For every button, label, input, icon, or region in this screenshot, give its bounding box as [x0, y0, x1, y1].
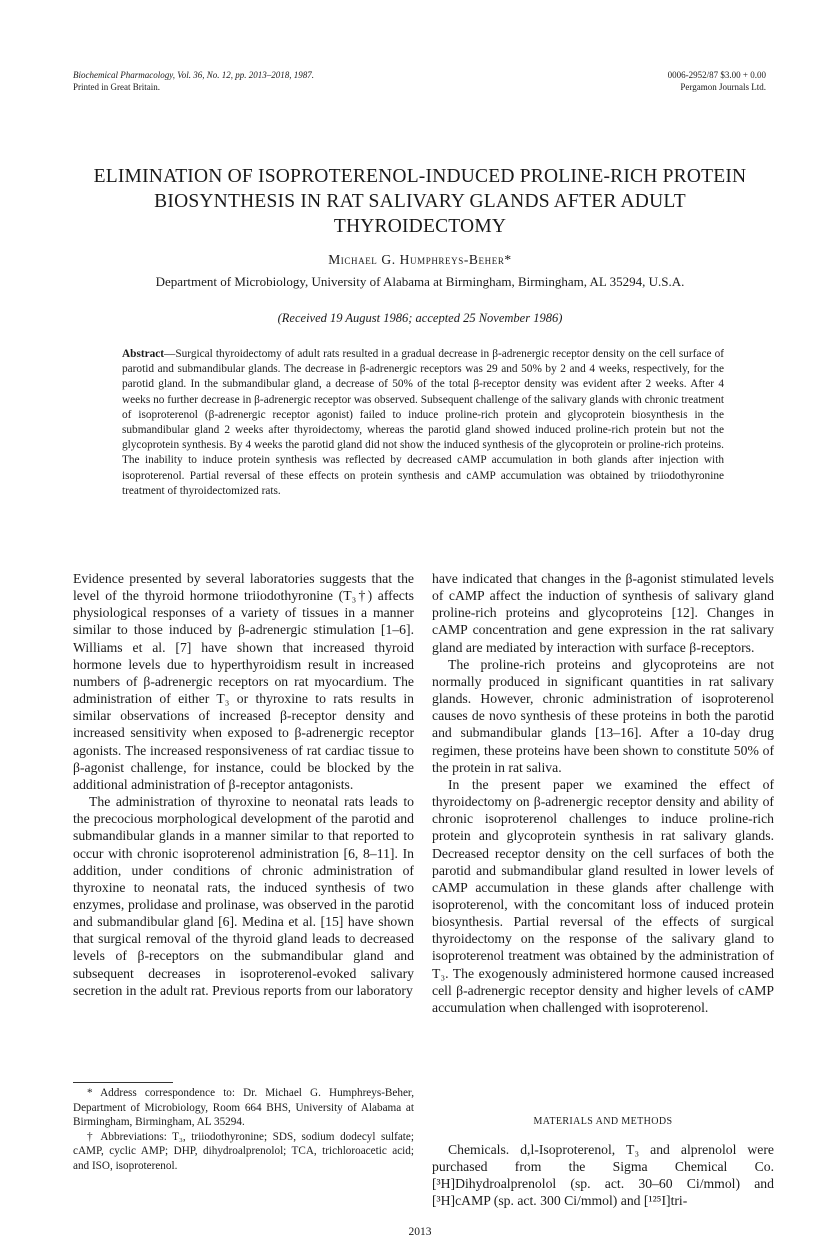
page-number: 2013 — [408, 1226, 432, 1238]
section-heading: MATERIALS AND METHODS — [533, 1116, 673, 1127]
received-dates: (Received 19 August 1986; accepted 25 November 1986) — [277, 311, 563, 325]
journal-citation — [73, 69, 314, 93]
footnote: † Abbreviations: T₃, triiodothyronine; SDS, sodium dodecyl sulfate; cAMP, cyclic AMP; DHP, dihydroalprenolol; TCA, trichloroacetic acid; and ISO, isoproterenol. — [73, 1130, 414, 1172]
paragraph: The administration of thyroxine to neonatal rats leads to the precocious morphological development of the parotid and submandibular glands in a manner similar to that reported to occur with chronic isoproterenol administration [6, 8–11]. In addition, under conditions of chronic administration of thyroxine to neonatal rats, the induced synthesis of two enzymes, prolidase and prolinase, was observed in the parotid and submandibular gland [6]. Medina et al. [15] have shown that surgical removal of the thyroid gland leads to decreased levels of β-receptors on the submandibular gland and subsequent decreases in isoproterenol-evoked salivary secretion in the adult rat. Previous reports from our laboratory — [73, 794, 414, 998]
methods-paragraph: Chemicals. d,l-Isoproterenol, T₃ and alprenolol were purchased from the Sigma Chemical Co. [³H]Dihydroalprenolol (sp. act. 30–60 Ci/mmol) and [³H]cAMP (sp. act. 300 Ci/mmol) and [¹²⁵I]tri- — [432, 1142, 774, 1209]
author-name: Michael G. Humphreys-Beher* — [328, 252, 512, 267]
journal-line: Biochemical Pharmacology, Vol. 36, No. 12, pp. 2013–2018, 1987. — [73, 70, 314, 80]
body-column-left — [73, 570, 414, 999]
abstract — [122, 347, 724, 499]
article-title: ELIMINATION OF ISOPROTERENOL-INDUCED PROLINE-RICH PROTEIN BIOSYNTHESIS IN RAT SALIVARY GLANDS AFTER ADULT THYROIDECTOMY — [93, 166, 747, 237]
paragraph: In the present paper we examined the effect of thyroidectomy on β-adrenergic receptor density and ability of chronic isoproterenol challenges to induce proline-rich protein and glycoprotein synthesis in rat salivary glands. Decreased receptor density on the cell surfaces of both the parotid and submandibular gland resulted in lower levels of cAMP accumulation in these glands after challenge with isoproterenol, with the concomitant loss of induced protein biosynthesis. Partial reversal of the effects of surgical thyroidectomy on the response of the salivary gland to isoproterenol treatment was obtained by the administration of T₃. The exogenously administered hormone caused increased cell β-adrenergic receptor density and higher levels of cAMP accumulation when challenged with isoproterenol. — [432, 776, 774, 1015]
printed-line: Printed in Great Britain. — [73, 82, 160, 92]
paragraph: have indicated that changes in the β-agonist stimulated levels of cAMP affect the induction of synthesis of salivary gland proline-rich proteins and glycoproteins [12]. Changes in cAMP concentration and gene expression in the rat salivary gland are mediated by interaction with surface β-receptors. — [432, 571, 774, 655]
abstract-label: Abstract — [122, 348, 165, 360]
footnote-divider — [73, 1082, 173, 1083]
paragraph: The proline-rich proteins and glycoproteins are not normally produced in significant quantities in rat salivary glands. However, chronic administration of isoproterenol causes de novo synthesis of these proteins in both the parotid and submandibular glands [13–16]. After a 10-day drug regimen, these proteins have been shown to constitute 50% of the protein in rat saliva. — [432, 656, 774, 775]
footnotes — [73, 1086, 414, 1174]
publisher-name: Pergamon Journals Ltd. — [680, 82, 766, 92]
body-column-right — [432, 570, 774, 1016]
issn-code: 0006-2952/87 $3.00 + 0.00 — [667, 70, 766, 80]
abstract-text: —Surgical thyroidectomy of adult rats resulted in a gradual decrease in β-adrenergic receptor density on the cell surface of parotid and submandibular glands. The decrease in β-adrenergic receptors was 29 and 50% by 2 and 4 weeks, respectively, for the parotid gland. In the submandibular gland, a decrease of 50% of the total β-receptor density was evident after 2 weeks. After 4 weeks no further decrease in β-adrenergic receptor was observed. Subsequent challenge of the salivary glands with chronic treatment of isoproterenol (β-adrenergic receptor agonist) failed to induce proline-rich protein and glycoprotein biosynthesis in the submandibular gland 2 weeks after thyroidectomy, whereas the parotid gland showed induced proline-rich protein but not the glycoprotein synthesis. By 4 weeks the parotid gland did not show the induced synthesis of the glycoprotein or proline-rich proteins. The inability to induce protein synthesis was reflected by decreased cAMP accumulation in both glands after injection with isoproterenol. Partial reversal of these effects on protein synthesis and cAMP accumulation was obtained by triiodothyronine treatment of thyroidectomized rats. — [122, 348, 724, 497]
paragraph: Evidence presented by several laboratories suggests that the level of the thyroid hormone triiodothyronine (T₃†) affects physiological responses of a variety of tissues in a manner similar to those induced by β-adrenergic stimulation [1–6]. Williams et al. [7] have shown that increased thyroid hormone levels due to hyperthyroidism result in increased numbers of β-adrenergic receptors on rat myocardium. The administration of either T₃ or thyroxine to rats results in similar observations of increased β-receptor density and increased sensitivity when exposed to β-adrenergic receptor agonists. The increased responsiveness of rat cardiac tissue to β-agonist challenge, for instance, could be blocked by the additional administration of β-receptor antagonists. — [73, 571, 414, 792]
methods-text-block — [432, 1141, 774, 1210]
publisher-info — [668, 69, 766, 93]
affiliation: Department of Microbiology, University of Alabama at Birmingham, Birmingham, AL 35294, U.S.A. — [155, 274, 685, 289]
footnote: * Address correspondence to: Dr. Michael G. Humphreys-Beher, Department of Microbiology, Room 664 BHS, University of Alabama at Birmingham, Birmingham, AL 35294. — [73, 1087, 414, 1129]
